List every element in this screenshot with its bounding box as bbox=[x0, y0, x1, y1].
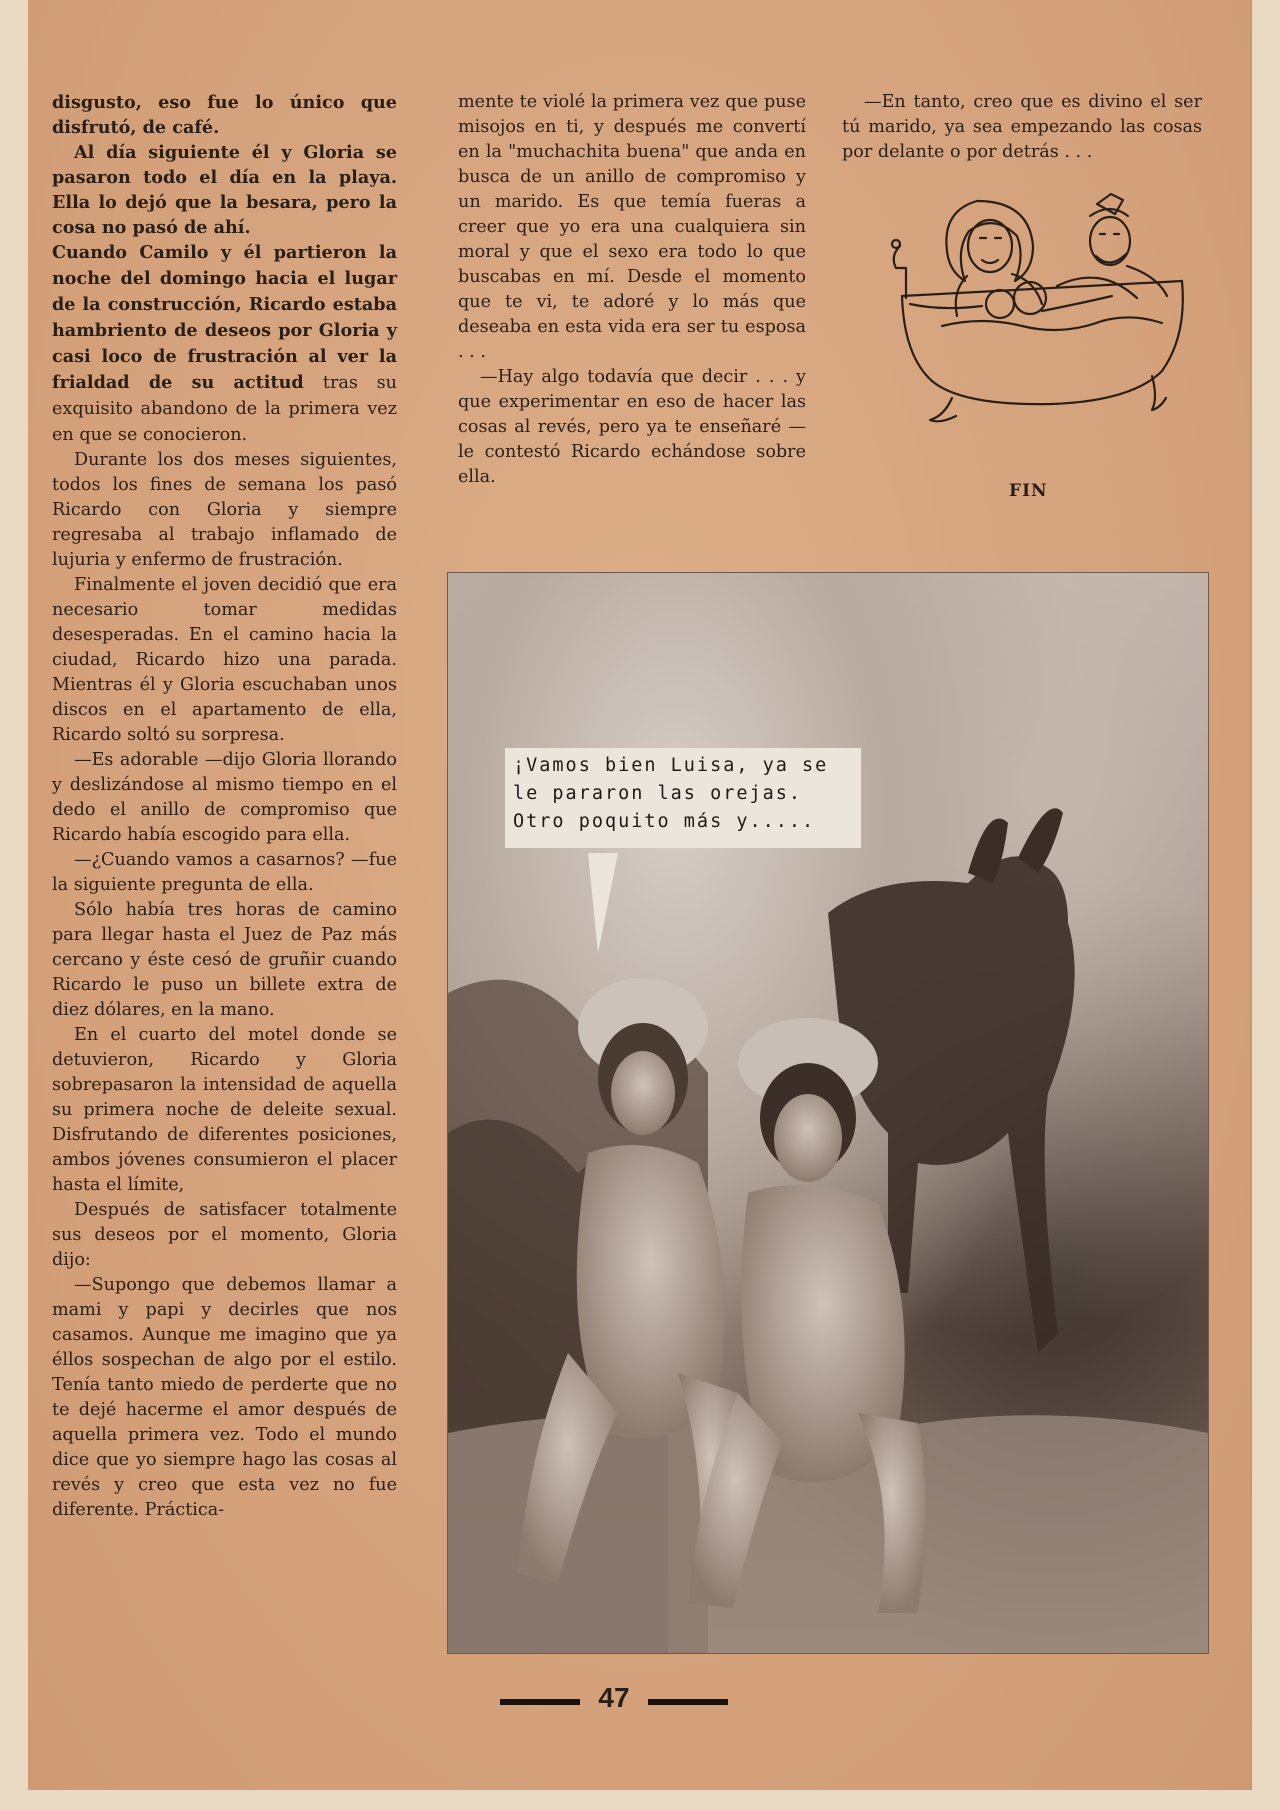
paragraph: Después de satisfacer totalmente sus deseos por el momento, Gloria dijo: bbox=[52, 1200, 397, 1270]
caption-line: Otro poquito más y..... bbox=[513, 811, 816, 832]
paragraph: disgusto, eso fue lo único que disfrutó, de café. bbox=[52, 92, 397, 138]
paragraph: —En tanto, creo que es divino el ser tú marido, ya sea empezando las cosas por delante o por detrás . . . bbox=[842, 92, 1202, 162]
text-column-1 bbox=[52, 90, 397, 1523]
photograph bbox=[447, 572, 1209, 1654]
paragraph: Finalmente el joven decidió que era necesario tomar medidas desesperadas. En el camino hacia la ciudad, Ricardo hizo una parada. Mientras él y Gloria escuchaban unos discos en el apartamento de ella, Ricardo soltó su sorpresa. bbox=[52, 575, 397, 745]
paragraph: —Supongo que debemos llamar a mami y papi y decirles que nos casamos. Aunque me imagino que ya éllos sospechan de algo por el estilo. Tenía tanto miedo de perderte que no te dejé hacerme el amor después de aquella primera vez. Todo el mundo dice que yo siempre hago las cosas al revés y creo que esta vez no fue diferente. Práctica- bbox=[52, 1275, 397, 1520]
paragraph: Durante los dos meses siguientes, todos los fines de semana los pasó Ricardo con Gloria y siempre regresaba al trabajo inflamado de lujuria y enfermo de frustración. bbox=[52, 450, 397, 570]
paragraph-continuation: tras su exquisito abandono de la primera vez en que se conocieron. bbox=[52, 373, 397, 445]
paragraph: Al día siguiente él y Gloria se pasaron todo el día en la playa. Ella lo dejó que la besara, pero la cosa no pasó de ahí. bbox=[52, 142, 397, 238]
paragraph: mente te violé la primera vez que puse misojos en ti, y después me convertí en la "muchachita buena" que anda en busca de un anillo de compromiso y un marido. Es que temía fueras a creer que yo era una cualquiera sin moral y que el sexo era todo lo que buscabas en mí. Desde el momento que te vi, te adoré y lo más que deseaba en esta vida era ser tu esposa . . . bbox=[458, 92, 806, 362]
paragraph bbox=[52, 242, 397, 445]
page-number bbox=[500, 1682, 728, 1722]
paragraph-bold-part: Cuando Camilo y él partieron la noche del domingo hacia el lugar de la construcción, Ricardo estaba hambriento de deseos por Gloria y casi loco de frustración al ver la frialdad de su actitud bbox=[52, 242, 397, 393]
photo-illustration bbox=[448, 573, 1208, 1653]
paragraph: —Es adorable —dijo Gloria llorando y deslizándose al mismo tiempo en el dedo el anillo de compromiso que Ricardo había escogido para ella. bbox=[52, 750, 397, 845]
caption-line: ¡Vamos bien Luisa, ya se bbox=[513, 755, 829, 776]
paragraph: —¿Cuando vamos a casarnos? —fue la siguiente pregunta de ella. bbox=[52, 850, 397, 895]
text-column-2 bbox=[458, 90, 806, 490]
page-number-rule-left bbox=[500, 1699, 580, 1705]
paragraph: Sólo había tres horas de camino para llegar hasta el Juez de Paz más cercano y éste cesó de gruñir cuando Ricardo le puso un billete extra de diez dólares, en la mano. bbox=[52, 900, 397, 1020]
page-number-text: 47 bbox=[598, 1682, 630, 1713]
caption-line: le pararon las orejas. bbox=[513, 783, 803, 804]
text-column-3 bbox=[842, 90, 1202, 165]
speech-bubble bbox=[505, 748, 861, 848]
end-label: FIN bbox=[1009, 481, 1048, 501]
paragraph: —Hay algo todavía que decir . . . y que experimentar en eso de hacer las cosas al revés, pero ya te enseñaré —le contestó Ricardo echándose sobre ella. bbox=[458, 367, 806, 487]
page-number-rule-right bbox=[648, 1699, 728, 1705]
bathtub-cartoon-illustration bbox=[882, 186, 1202, 466]
paragraph: En el cuarto del motel donde se detuvieron, Ricardo y Gloria sobrepasaron la intensidad de aquella su primera noche de deleite sexual. Disfrutando de diferentes posiciones, ambos jóvenes consumieron el placer hasta el límite, bbox=[52, 1025, 397, 1195]
